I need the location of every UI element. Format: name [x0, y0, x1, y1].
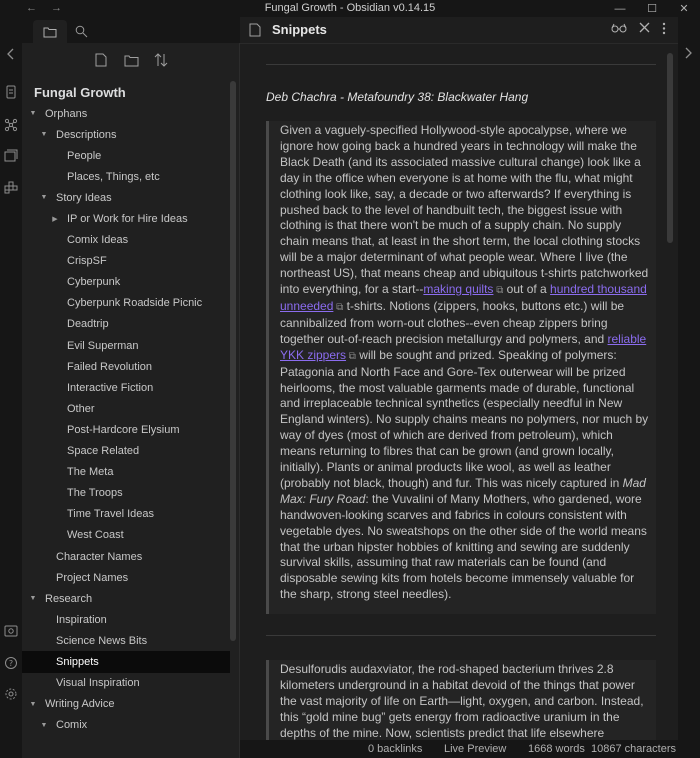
tree-item[interactable]: [22, 567, 230, 588]
forward-arrow-icon[interactable]: →: [51, 2, 62, 14]
new-folder-icon[interactable]: [123, 51, 139, 69]
tree-item-label: Cyberpunk: [67, 276, 121, 289]
tree-item[interactable]: [22, 715, 230, 736]
collapse-left-icon[interactable]: [3, 46, 19, 62]
tab-file-explorer[interactable]: [33, 20, 67, 43]
tree-item-label: Research: [45, 592, 93, 605]
tree-item-label: Post-Hardcore Elysium: [67, 423, 180, 436]
tree-item-label: Orphans: [45, 107, 88, 120]
open-vault-icon[interactable]: [3, 623, 19, 639]
tree-item-label: Inspiration: [56, 613, 107, 626]
tree-item[interactable]: [22, 230, 230, 251]
character-count: 10867 characters: [591, 743, 676, 755]
tree-item[interactable]: [22, 377, 230, 398]
chevron-down-icon[interactable]: ▼: [29, 110, 37, 118]
external-link[interactable]: making quilts: [423, 282, 494, 297]
blockquote: [266, 121, 656, 614]
tree-item[interactable]: [22, 630, 230, 651]
sidebar-tabs: [22, 17, 240, 43]
tree-item[interactable]: [22, 166, 230, 187]
tree-item[interactable]: [22, 525, 230, 546]
tree-item-label: Cyberpunk Roadside Picnic: [67, 297, 203, 310]
window-title: Fungal Growth - Obsidian v0.14.15: [264, 2, 436, 14]
blockquote: [266, 660, 656, 740]
tree-item-label: Project Names: [56, 571, 129, 584]
tree-item[interactable]: [22, 504, 230, 525]
title-bar: [0, 0, 700, 17]
collapse-right-icon[interactable]: [683, 47, 693, 62]
sidebar-scrollbar[interactable]: [230, 81, 236, 641]
tree-item[interactable]: [22, 462, 230, 483]
minimize-button[interactable]: —: [614, 2, 626, 15]
left-ribbon: [0, 17, 22, 758]
quote-text: : the Vuvalini of Many Mothers, who gardened, wore handwoven-looking scarves and fabrics in colours consistent with vegetable dyes. No sweatshops on the other side of the world means that the urban hipster hobbies of knitting and sewing are suddenly survival skills, assuming that raw materials can be found (and disposable sewing kits from hotels become immensely valuable for the sharp, strong steel needles).: [280, 491, 647, 602]
tree-item-label: The Meta: [67, 466, 114, 479]
right-ribbon: [678, 17, 700, 740]
new-note-icon[interactable]: [93, 51, 109, 69]
tree-item[interactable]: [22, 419, 230, 440]
file-explorer-sidebar: [22, 17, 240, 758]
note-title[interactable]: Snippets: [272, 22, 327, 37]
snippet-source-title: Deb Chachra - Metafoundry 38: Blackwater Hang: [266, 90, 529, 104]
more-options-icon[interactable]: [662, 22, 666, 38]
tree-item[interactable]: [22, 251, 230, 272]
quote-text: t-shirts. Notions (zippers, hooks, buttons etc.) will be cannibalized from worn-out clothes--even cheap zippers bring together out-of-reach precision metallurgy and polymers, and: [280, 298, 625, 346]
chevron-down-icon[interactable]: ▼: [40, 721, 48, 729]
help-icon[interactable]: [3, 655, 19, 671]
folder-icon: [43, 26, 57, 38]
tree-item-label: Space Related: [67, 445, 140, 458]
tree-item-label: CrispSF: [67, 255, 107, 268]
tree-item[interactable]: [22, 272, 230, 293]
tree-item-label: Visual Inspiration: [56, 677, 140, 690]
file-tree: [22, 103, 230, 736]
tree-item-label: Places, Things, etc: [67, 170, 160, 183]
tree-item-label: Character Names: [56, 550, 143, 563]
tree-item-label: Failed Revolution: [67, 360, 152, 373]
tree-item[interactable]: [22, 483, 230, 504]
chevron-down-icon[interactable]: ▼: [40, 194, 48, 202]
tree-item-label: Deadtrip: [67, 318, 109, 331]
maximize-button[interactable]: ☐: [647, 3, 657, 15]
word-count: 1668 words: [528, 743, 585, 755]
tree-item-label: Descriptions: [56, 128, 117, 141]
tree-item[interactable]: [22, 546, 230, 567]
tree-item[interactable]: [22, 187, 230, 208]
tree-item-label: Writing Advice: [45, 698, 115, 711]
tree-item[interactable]: [22, 694, 230, 715]
settings-icon[interactable]: [3, 686, 19, 702]
tree-item[interactable]: [22, 293, 230, 314]
tree-item-label: West Coast: [67, 529, 124, 542]
quote-text: Desulforudis audaxviator, the rod-shaped bacterium thrives 2.8 kilometers underground in a habitat devoid of the things that power the vast majority of life on Earth—light, oxygen, and carbon. Instead, this “gold mine bug” gets energy from radioactive uranium in the depths of the mine. Now, scientists predict that life elsewhere: [280, 662, 644, 740]
external-link-icon: ⧉: [493, 285, 504, 297]
tree-item[interactable]: [22, 314, 230, 335]
close-icon[interactable]: [639, 22, 650, 38]
templates-icon[interactable]: [3, 148, 19, 164]
editor-actions: [611, 22, 666, 38]
chevron-down-icon[interactable]: ▼: [29, 595, 37, 603]
external-link-icon: ⧉: [346, 350, 356, 362]
quote-text: Given a vaguely-specified Hollywood-style apocalypse, where we ignore how going back a hundred years in technology will make the Black Death (and its associated massive cultural change) look like a day in the office when everyone is at home with the flu, what might clothing look like, say, a decade or two afterwards? If everything is pushed back to the level of handbuilt tech, the biggest issue with clothing is that there won't be much of a supply chain. No supply chain means that, at least in the short term, the local clothing stocks will be a major determinant of what people wear. Where I live (the northeast US), that means cheap and ubiquitous t-shirts patchworked into everything, for a start--: [280, 123, 649, 297]
external-link-icon: ⧉: [333, 301, 344, 313]
editor-header: [240, 17, 678, 44]
tree-item[interactable]: [22, 673, 230, 694]
tree-item[interactable]: [22, 103, 230, 124]
open-quick-switcher-icon[interactable]: [3, 84, 19, 100]
backlinks-count[interactable]: 0 backlinks: [368, 743, 423, 755]
search-icon: [75, 25, 88, 38]
quote-text: will be sought and prized. Speaking of polymers: Patagonia and North Face and Gore-Tex outerwear will be prized heirlooms, the most valuable garments made of durable, functional and irreplaceable technical synthetics (especially needful in New England winters). No supply chains means no polymers, nor much by way of dyes (most of which are derived from petroleum), which means returning to fibres that can be grown (and grown locally, initially). Plants or animal products like wool, as well as leather (probably not black, though) and fur. This was nicely captured in: [280, 347, 649, 490]
close-window-button[interactable]: ✕: [679, 3, 689, 15]
editor-scrollbar[interactable]: [667, 53, 673, 243]
tree-item[interactable]: [22, 398, 230, 419]
vault-name[interactable]: Fungal Growth: [34, 85, 126, 100]
document-icon: [249, 23, 261, 42]
status-bar: [240, 740, 700, 758]
tree-item-label: Snippets: [56, 655, 99, 668]
chevron-right-icon[interactable]: ▶: [52, 216, 58, 224]
tree-item-label: The Troops: [67, 487, 123, 500]
external-link[interactable]: reliable YKK zippers: [280, 331, 647, 362]
tree-item-label: People: [67, 149, 102, 162]
horizontal-rule: [266, 64, 656, 65]
svg-text:?: ?: [8, 659, 14, 668]
external-link[interactable]: hundred thousand unneeded: [280, 282, 647, 313]
file-explorer-toolbar: [22, 51, 240, 73]
tree-item[interactable]: [22, 208, 230, 229]
tree-item-label: Comix Ideas: [67, 234, 129, 247]
tree-item[interactable]: [22, 356, 230, 377]
sort-icon[interactable]: [153, 51, 169, 69]
tree-item-label: Other: [67, 402, 95, 415]
editor-pane: [240, 17, 678, 740]
tab-search[interactable]: [64, 20, 98, 43]
window-controls: [604, 0, 700, 17]
tree-item[interactable]: [22, 124, 230, 145]
editor-mode[interactable]: Live Preview: [444, 743, 507, 755]
back-arrow-icon[interactable]: ←: [26, 2, 37, 14]
canvas-icon[interactable]: [3, 179, 19, 195]
tree-item-label: Comix: [56, 719, 88, 732]
tree-item-label: Science News Bits: [56, 634, 148, 647]
tree-item[interactable]: [22, 609, 230, 630]
tree-item[interactable]: [22, 588, 230, 609]
tree-item-label: Time Travel Ideas: [67, 508, 155, 521]
graph-view-icon[interactable]: [3, 117, 19, 133]
reading-view-icon[interactable]: [611, 22, 627, 38]
tree-item[interactable]: [22, 335, 230, 356]
horizontal-rule: [266, 635, 656, 636]
chevron-down-icon[interactable]: ▼: [29, 700, 37, 708]
tree-item-label: IP or Work for Hire Ideas: [67, 213, 188, 226]
chevron-down-icon[interactable]: ▼: [40, 131, 48, 139]
quote-text: out of a: [503, 282, 551, 297]
tree-item[interactable]: [22, 145, 230, 166]
tree-item-label: Interactive Fiction: [67, 381, 154, 394]
tree-item[interactable]: [22, 441, 230, 462]
tree-item-label: Story Ideas: [56, 191, 112, 204]
quote-italic-title: Mad Max: Fury Road: [280, 475, 646, 506]
tree-item-label: Evil Superman: [67, 339, 139, 352]
tree-item[interactable]: [22, 651, 230, 672]
